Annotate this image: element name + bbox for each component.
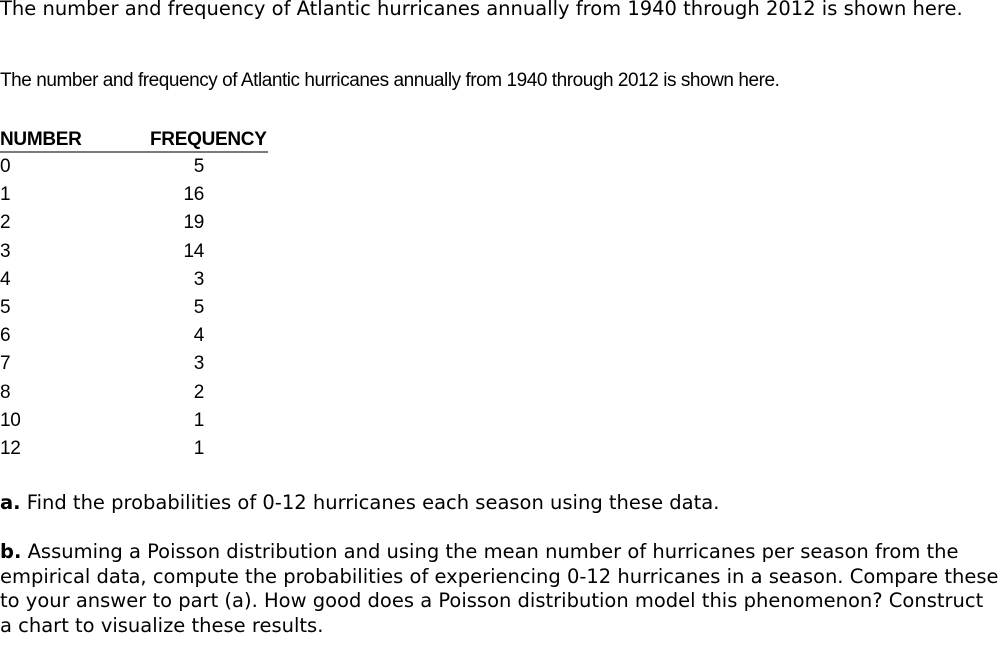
column-header-number: NUMBER bbox=[0, 125, 150, 152]
table-row bbox=[0, 435, 268, 463]
table-header-row bbox=[0, 125, 268, 152]
table-row bbox=[0, 209, 268, 237]
question-a-text: Find the probabilities of 0-12 hurricanes each season using these data. bbox=[26, 491, 720, 514]
question-b-marker: b. bbox=[0, 540, 22, 563]
table-row bbox=[0, 266, 268, 294]
table-row bbox=[0, 350, 268, 378]
cell-frequency: 3 bbox=[193, 353, 204, 375]
table-row bbox=[0, 238, 268, 266]
cell-frequency: 5 bbox=[193, 297, 204, 319]
cell-frequency: 5 bbox=[193, 156, 204, 178]
cell-number: 4 bbox=[0, 268, 11, 290]
table-row bbox=[0, 407, 268, 435]
cell-number: 8 bbox=[0, 381, 11, 403]
cell-number: 12 bbox=[0, 437, 21, 459]
question-b bbox=[0, 540, 1000, 638]
table-row bbox=[0, 152, 268, 181]
cell-frequency: 2 bbox=[193, 381, 204, 403]
cell-frequency: 1 bbox=[193, 409, 204, 431]
cell-frequency: 4 bbox=[193, 325, 204, 347]
table-row bbox=[0, 379, 268, 407]
cell-number: 10 bbox=[0, 409, 21, 431]
cell-number: 1 bbox=[0, 184, 11, 206]
cell-number: 2 bbox=[0, 212, 11, 234]
question-b-text: Assuming a Poisson distribution and using the mean number of hurricanes per season from the empirical data, compute the probabilities of experiencing 0-12 hurricanes in a season. Compare these to your answer to part (a). How good does a Poisson distribution model this phenomenon? Construct a chart to visualize these results. bbox=[0, 540, 999, 637]
cell-frequency: 16 bbox=[183, 184, 204, 206]
hurricane-frequency-table bbox=[0, 125, 268, 463]
cell-number: 7 bbox=[0, 353, 11, 375]
table-row bbox=[0, 294, 268, 322]
table-body bbox=[0, 152, 268, 463]
question-a bbox=[0, 491, 1000, 516]
cell-frequency: 1 bbox=[193, 437, 204, 459]
table-row bbox=[0, 181, 268, 209]
question-a-marker: a. bbox=[0, 491, 21, 514]
column-header-frequency: FREQUENCY bbox=[150, 125, 268, 152]
cell-number: 6 bbox=[0, 325, 11, 347]
cell-frequency: 14 bbox=[183, 240, 204, 262]
cell-frequency: 19 bbox=[183, 212, 204, 234]
table-row bbox=[0, 322, 268, 350]
intro-heading: The number and frequency of Atlantic hurricanes annually from 1940 through 2012 is shown here. bbox=[0, 0, 963, 20]
cell-frequency: 3 bbox=[193, 268, 204, 290]
cell-number: 5 bbox=[0, 297, 11, 319]
cell-number: 3 bbox=[0, 240, 11, 262]
intro-copy: The number and frequency of Atlantic hurricanes annually from 1940 through 2012 is shown here. bbox=[0, 70, 780, 91]
cell-number: 0 bbox=[0, 156, 11, 178]
